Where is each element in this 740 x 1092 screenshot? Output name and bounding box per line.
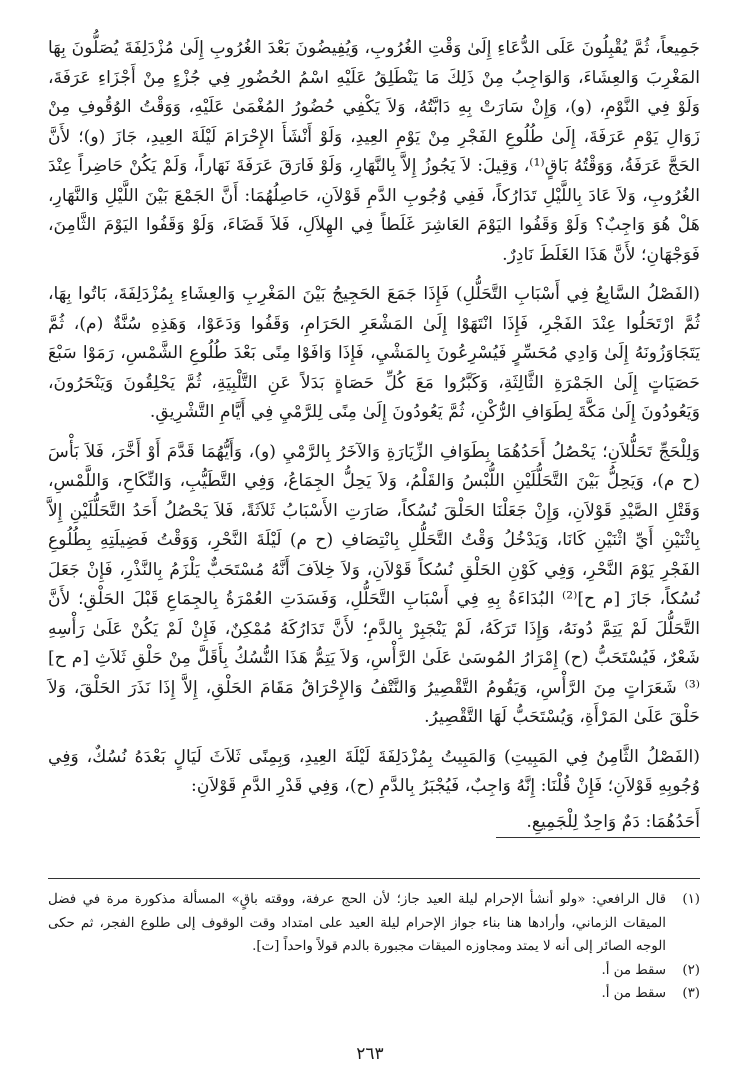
footnote-2: [48, 959, 700, 983]
footnote-number: (١): [682, 892, 700, 907]
page-number: ٢٦٣: [356, 1044, 384, 1064]
footnotes: [48, 888, 700, 1006]
closing-line: [48, 808, 700, 839]
footnote-number: (٣): [682, 986, 700, 1002]
footnote-number: (٢): [682, 962, 700, 978]
footnote-text: قال الرافعي: «ولو أنشأ الإحرام ليلة العيد جاز؛ لأن الحج عرفة، ووقته باقٍ» المسألة مذكورة مرة في فضل الميقات الزماني، وأرادها هنا بناء جواز الإحرام ليلة العيد على امتداد وقت الوقوف إلى طلوع الفجر، ثم حكى الوجه الصائر إلى أنه لا يمتد ومجاوزه الميقات مجبورة بالدم قولاً واحداً [ت].: [48, 892, 666, 955]
footnote-text: سقط من أ.: [601, 962, 666, 978]
footnote-3: [48, 982, 700, 1006]
footnote-1: [48, 888, 700, 959]
footnote-text: سقط من أ.: [601, 986, 666, 1002]
closing-line-text: أَحَدُهُمَا: دَمٌ وَاحِدٌ لِلْجَمِيعِ.: [496, 808, 700, 839]
paragraph-3: وَلِلْحَجِّ تَحَلُّلاَنِ؛ يَحْصُلُ أَحَدُهُمَا بِطَوَافِ الزِّيَارَةِ وَالآخَرُ بِالرَّمْيِ (و)، وَأَيُّهُمَا قَدَّمَ أَوْ أَخَّرَ، فَلاَ بَأْسَ (ح م)، وَيَحِلُّ بَيْنَ التَّحَلُّلَيْنِ اللُّبْسُ وَالقَلْمُ، وَلاَ يَحِلُّ الجِمَاعُ، وَفِي التَّطَيُّبِ، وَالنِّكَاحِ، وَاللَّمْسِ، وَقَتْلِ الصَّيْدِ قَوْلاَنِ، وَإِنْ جَعَلْنَا الحَلْقَ نُسُكاً، صَارَتِ الأَسْبَابُ ثَلاَثَةً، فَلاَ يَحْصُلُ أَحَدُ التَّحَلُّلَيْنِ إِلاَّ بِاثْنَيْنِ أَيِّ اثْنَيْنِ كَانَا، وَيَدْخُلُ وَقْتُ التَّحَلُّلِ بِانْتِصَافِ (ح م) لَيْلَةَ النَّحْرِ، وَوَقْتُ فَضِيلَتِهِ بِطُلُوعِ الفَجْرِ يَوْمَ النَّحْرِ، وَفِي كَوْنِ الحَلْقِ نُسُكاً قَوْلاَنِ، وَلاَ خِلاَفَ أَنَّهُ مُسْتَحَبٌّ يَلْزَمُ بِالنَّذْرِ، فَإِنْ جَعَلَ نُسُكاً، جَازَ [م ح]⁽²⁾ البُدَاءَةُ بِهِ فِي أَسْبَابِ التَّحَلُّلِ، وَفَسَدَتِ العُمْرَةُ بِالجِمَاعِ قَبْلَ الحَلْقِ؛ لأَنَّ التَّحَلُّلَ لَمْ يَتِمَّ دُونَهُ، وَإِذَا تَرَكَهُ، لَمْ يَنْجَبِرْ بِالدَّمِ؛ لأَنَّ تَدَارُكَهُ مُمْكِنٌ، فَإِنْ لَمْ يَكُنْ عَلَىٰ رَأْسِهِ شَعْرٌ، فَيُسْتَحَبُّ (ح) إِمْرَارُ المُوسَىٰ عَلَىٰ الرَّأْسِ، وَلاَ يَتِمُّ هَذَا النُّسُكُ بِأَقَلَّ مِنْ حَلْقِ ثَلاَثِ [م ح]⁽³⁾ شَعَرَاتٍ مِنَ الرَّأْسِ، وَيَقُومُ التَّقْصِيرُ وَالنَّتْفُ وَالإِحْرَاقُ مَقَامَ الحَلْقِ، إِلاَّ إِذَا نَذَرَ الحَلْقَ، وَلاَ حَلْقَ عَلَىٰ المَرْأَةِ، وَيُسْتَحَبُّ لَهَا التَّقْصِيرُ.: [48, 441, 700, 727]
main-text: [48, 34, 700, 838]
paragraph-1: جَمِيعاً، ثُمَّ يُقْبِلُونَ عَلَى الدُّعَاءِ إِلَىٰ وَقْتِ الغُرُوبِ، وَيُفِيضُونَ بَعْدَ الغُرُوبِ إِلَىٰ مُزْدَلِفَةَ يُصَلُّونَ بِهَا المَغْرِبَ وَالعِشَاءَ، وَالوَاجِبُ مِنْ ذَلِكَ مَا يَنْطَلِقُ عَلَيْهِ اسْمُ الحُضُورِ فِي جُزْءٍ مِنْ أَجْزَاءِ عَرَفَةَ، وَلَوْ فِي النَّوْمِ، (و)، وَإِنْ سَارَتْ بِهِ دَابَّتُهُ، وَلاَ يَكْفِي حُضُورُ المُغْمَىٰ عَلَيْهِ، وَوَقْتُ الوُقُوفِ مِنْ زَوَالِ يَوْمِ عَرَفَةَ، إِلَىٰ طُلُوعِ الفَجْرِ مِنْ يَوْمِ العِيدِ، وَلَوْ أَنْشَأَ الإِحْرَامَ لَيْلَةَ العِيدِ، جَازَ (و)؛ لأَنَّ الحَجَّ عَرَفَةُ، وَوَقْتُهُ بَاقٍ⁽¹⁾، وَقِيلَ: لاَ يَجُوزُ إِلاَّ بِالنَّهَارِ، وَلَوْ فَارَقَ عَرَفَةَ نَهَاراً، وَلَمْ يَكُنْ حَاضِراً عِنْدَ الغُرُوبِ، وَلاَ عَادَ بِاللَّيْلِ تَدَارُكاً، فَفِي وُجُوبِ الدَّمِ قَوْلاَنِ، حَاصِلُهُمَا: أَنَّ الجَمْعَ بَيْنَ اللَّيْلِ وَالنَّهَارِ، هَلْ هُوَ وَاجِبٌ؟ وَلَوْ وَقَفُوا اليَوْمَ العَاشِرَ غَلَطاً فِي الهِلاَلِ، فَلاَ قَضَاءَ، وَلَوْ وَقَفُوا اليَوْمَ الثَّامِنَ، فَوَجْهَانِ؛ لأَنَّ هَذَا الغَلَطَ نَادِرٌ.: [48, 38, 700, 265]
footnote-divider: [48, 878, 700, 879]
paragraph-2: (الفَصْلُ السَّابِعُ فِي أَسْبَابِ التَّحَلُّلِ) فَإِذَا جَمَعَ الحَجِيجُ بَيْنَ المَغْرِبِ وَالعِشَاءِ بِمُزْدَلِفَةَ، بَاتُوا بِهَا، ثُمَّ ارْتَحَلُوا عِنْدَ الفَجْرِ، فَإِذَا انْتَهَوْا إِلَىٰ المَشْعَرِ الحَرَامِ، وَقَفُوا وَدَعَوْا، وَهَذِهِ سُنَّةٌ (م)، ثُمَّ يَتَجَاوَزُونَهُ إِلَىٰ وَادِي مُحَسِّرٍ فَيُسْرِعُونَ بِالمَشْيِ، فَإِذَا وَافَوْا مِنًى بَعْدَ طُلُوعِ الشَّمْسِ، رَمَوْا سَبْعَ حَصَيَاتٍ إِلَىٰ الجَمْرَةِ الثَّالِثَةِ، وَكَبَّرُوا مَعَ كُلِّ حَصَاةٍ بَدَلاً عَنِ التَّلْبِيَةِ، ثُمَّ يَحْلِقُونَ وَيَنْحَرُونَ، وَيَعُودُونَ إِلَىٰ مَكَّةَ لِطَوَافِ الرُّكْنِ، ثُمَّ يَعُودُونَ إِلَىٰ مِنًى لِلرَّمْيِ فِي أَيَّامِ التَّشْرِيقِ.: [48, 284, 700, 422]
paragraph-4: (الفَصْلُ الثَّامِنُ فِي المَبِيتِ) وَالمَبِيتُ بِمُزْدَلِفَةَ لَيْلَةَ العِيدِ، وَبِمِنًى ثَلاَثَ لَيَالٍ بَعْدَهُ نُسُكٌ، وَفِي وُجُوبِهِ قَوْلاَنِ؛ فَإِنْ قُلْنَا: إِنَّهُ وَاجِبٌ، فَيُجْبَرُ بِالدَّمِ (ح)، وَفِي قَدْرِ الدَّمِ قَوْلاَنِ:: [48, 746, 700, 796]
